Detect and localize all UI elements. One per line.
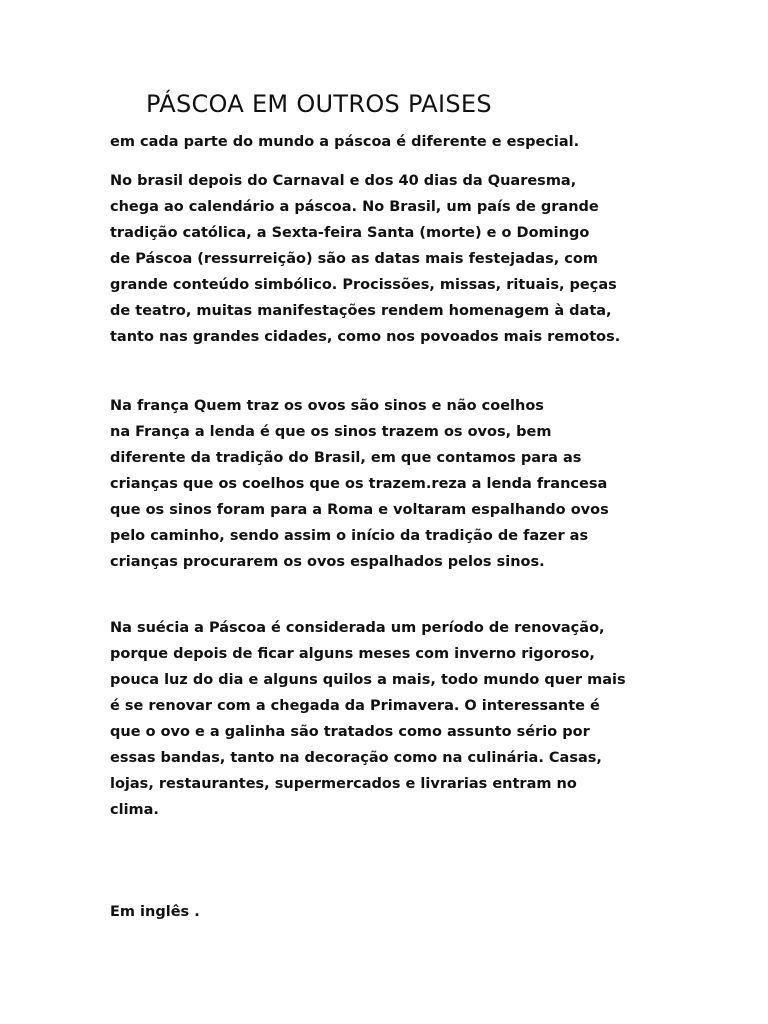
text-line: Na suécia a Páscoa é considerada um período de renovação,: [110, 620, 605, 636]
text-line: No brasil depois do Carnaval e dos 40 dias da Quaresma,: [110, 173, 577, 189]
text-line: crianças procurarem os ovos espalhados pelos sinos.: [110, 554, 545, 570]
text-line: que o ovo e a galinha são tratados como assunto sério por: [110, 724, 590, 740]
text-line: que os sinos foram para a Roma e voltaram espalhando ovos: [110, 502, 609, 518]
paragraph-franca: [110, 393, 670, 575]
text-line: de Páscoa (ressurreição) são as datas mais festejadas, com: [110, 251, 598, 267]
text-line: pelo caminho, sendo assim o início da tradição de fazer as: [110, 528, 589, 544]
document-subtitle: em cada parte do mundo a páscoa é diferente e especial.: [110, 134, 580, 150]
paragraph-ingles: [110, 899, 670, 925]
text-line: é se renovar com a chegada da Primavera. O interessante é: [110, 698, 600, 714]
text-line: grande conteúdo simbólico. Procissões, missas, rituais, peças: [110, 277, 617, 293]
text-line: porque depois de ficar alguns meses com inverno rigoroso,: [110, 646, 595, 662]
text-line: Na frança Quem traz os ovos são sinos e não coelhos: [110, 398, 544, 414]
text-line: crianças que os coelhos que os trazem.reza a lenda francesa: [110, 476, 608, 492]
text-line: tanto nas grandes cidades, como nos povoados mais remotos.: [110, 329, 621, 345]
text-line: tradição católica, a Sexta-feira Santa (morte) e o Domingo: [110, 225, 590, 241]
paragraph-suecia: [110, 615, 670, 823]
text-line: essas bandas, tanto na decoração como na culinária. Casas,: [110, 750, 602, 766]
text-line: pouca luz do dia e alguns quilos a mais, todo mundo quer mais: [110, 672, 626, 688]
text-line: diferente da tradição do Brasil, em que contamos para as: [110, 450, 582, 466]
text-line: clima.: [110, 802, 159, 818]
text-line: de teatro, muitas manifestações rendem homenagem à data,: [110, 303, 612, 319]
document-title: PÁSCOA EM OUTROS PAISES: [146, 90, 492, 118]
text-line: lojas, restaurantes, supermercados e livrarias entram no: [110, 776, 577, 792]
text-line: na França a lenda é que os sinos trazem os ovos, bem: [110, 424, 552, 440]
text-line: Em inglês .: [110, 904, 200, 920]
paragraph-brasil: [110, 168, 670, 350]
text-line: chega ao calendário a páscoa. No Brasil, um país de grande: [110, 199, 599, 215]
